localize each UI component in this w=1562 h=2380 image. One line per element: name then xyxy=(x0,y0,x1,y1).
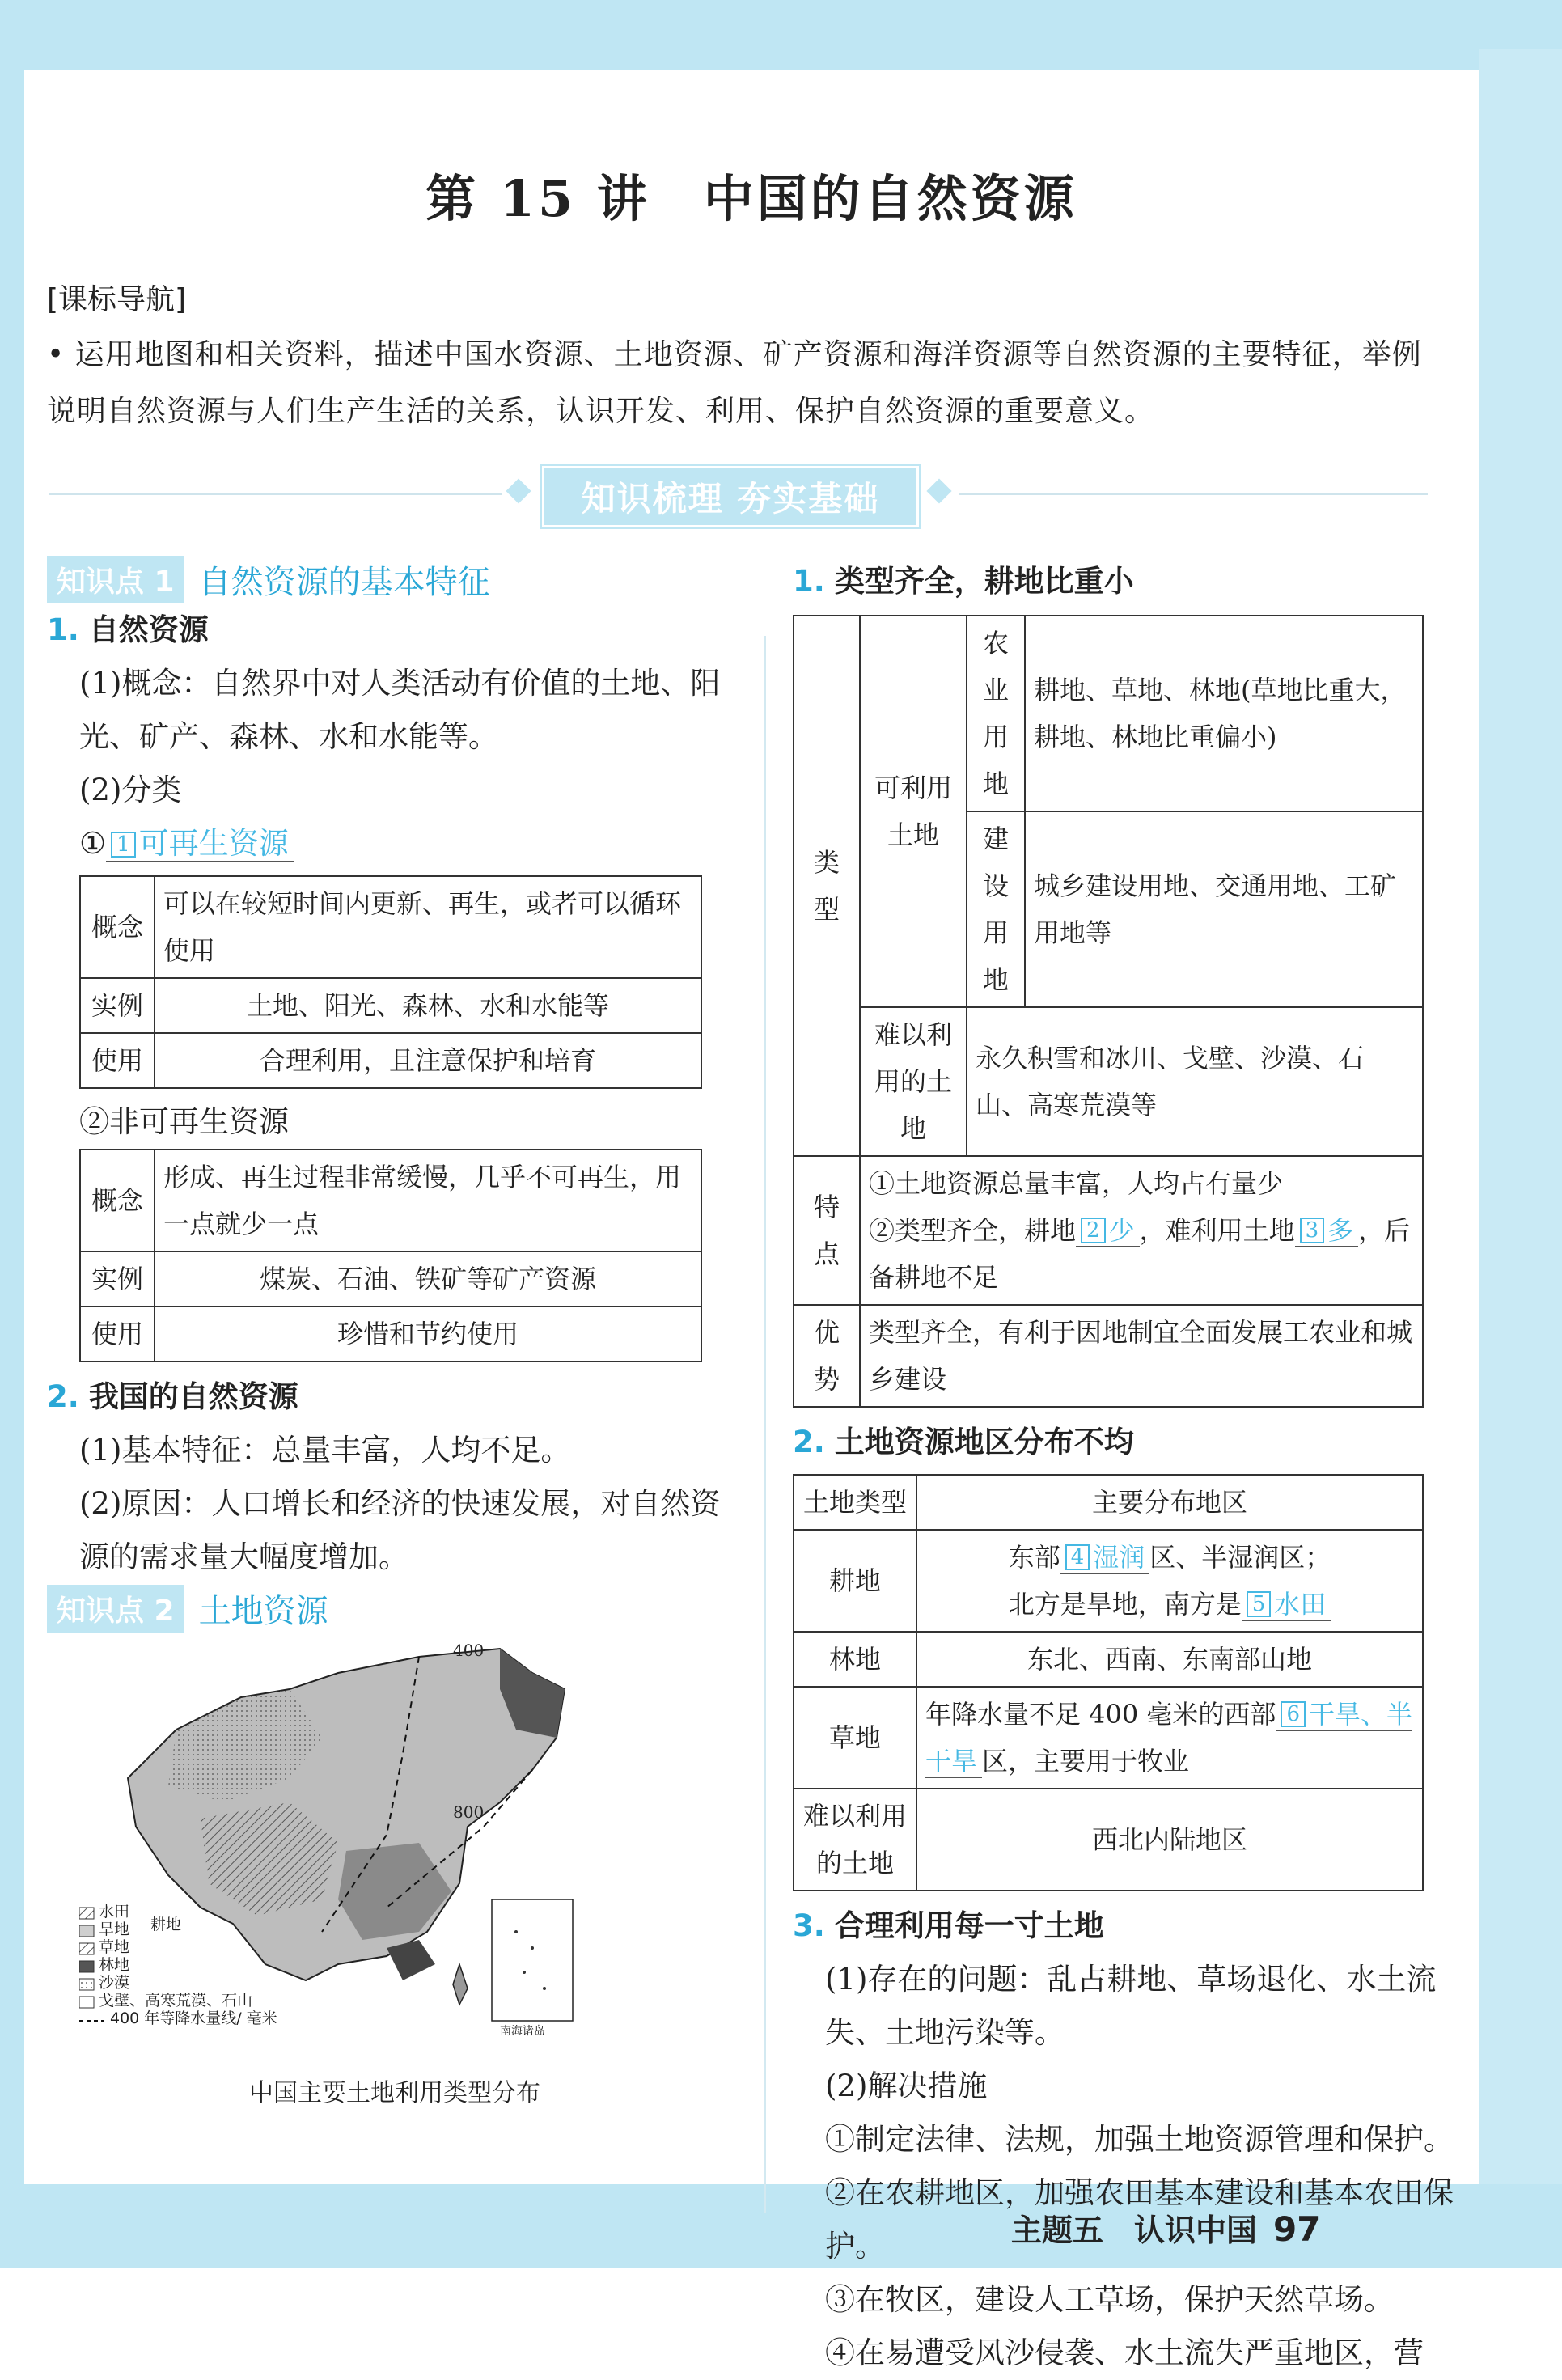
sub-heading: ① 1 可再生资源 xyxy=(47,817,726,870)
china-land-use-map xyxy=(79,1641,710,2069)
sub-heading: ②非可再生资源 xyxy=(79,1104,289,1139)
paragraph: (2)原因：人口增长和经济的快速发展，对自然资源的需求量大幅度增加。 xyxy=(79,1486,721,1574)
section-heading: 1. 自然资源 xyxy=(47,612,209,647)
paragraph: (2)分类 xyxy=(79,773,182,807)
banner-line-right xyxy=(959,493,1428,495)
nav-label: [课标导航] xyxy=(47,283,187,316)
section-heading: 2. 我国的自然资源 xyxy=(47,1379,298,1414)
section-heading: 1. 类型齐全，耕地比重小 xyxy=(793,564,1134,599)
land-type-table: 类型 可利用土地 农业用地 耕地、草地、林地(草地比重大，耕地、林地比重偏小) 建设用地 城乡建设用地、交通用地、工矿用地等 难以利用的土地 永久积雪和冰川、戈壁、沙漠、石山、高寒荒漠等 特点 ①土地资源总量丰富，人均占有量少 ②类型齐全，耕地 2 少 ，难利用土地 3 多 ，后备耕地不足 优势 类型齐全，有利于因地制宜全面发展工农业和城乡建设 xyxy=(793,615,1424,1408)
map-caption: 中国主要土地利用类型分布 xyxy=(249,2079,540,2107)
kp-title: 土地资源 xyxy=(198,1592,328,1630)
paragraph: (1)存在的问题：乱占耕地、草场退化、水土流失、土地污染等。 xyxy=(825,1962,1437,2050)
knowledge-point-2 xyxy=(47,1584,726,1633)
paragraph: ①制定法律、法规，加强土地资源管理和保护。 xyxy=(825,2122,1454,2157)
column-divider xyxy=(764,636,766,2213)
page-number: 97 xyxy=(1273,2209,1321,2249)
answer-blank: 1 可再生资源 xyxy=(106,826,294,862)
right-column xyxy=(793,555,1456,2380)
map-label-400: 400 xyxy=(453,1641,485,1660)
page-footer xyxy=(1011,2205,1320,2250)
kp-title: 自然资源的基本特征 xyxy=(198,563,490,601)
paragraph: ④在易遭受风沙侵袭、水土流失严重地区，营 xyxy=(825,2336,1424,2370)
banner-text: 知识梳理 夯实基础 xyxy=(542,466,919,527)
taiwan-shape xyxy=(453,1964,468,2005)
section-banner xyxy=(24,458,1479,531)
section-heading: 2. 土地资源地区分布不均 xyxy=(793,1425,1134,1459)
paragraph: ②在农耕地区，加强农田基本建设和基本农田保护。 xyxy=(825,2175,1454,2264)
left-column xyxy=(47,555,726,2108)
banner-line-left xyxy=(49,493,502,495)
right-band xyxy=(1479,49,1562,2200)
intro-text: • 运用地图和相关资料，描述中国水资源、土地资源、矿产资源和海洋资源等自然资源的主要特征，举例说明自然资源与人们生产生活的关系，认识开发、利用、保护自然资源的重要意义。 xyxy=(47,338,1422,428)
nonrenewable-table: 概念 形成、再生过程非常缓慢，几乎不可再生，用一点就少一点 实例 煤炭、石油、铁矿等矿产资源 使用 珍惜和节约使用 xyxy=(79,1149,702,1362)
answer-blank: 5 水田 xyxy=(1242,1589,1331,1621)
renewable-table: 概念 可以在较短时间内更新、再生，或者可以循环使用 实例 土地、阳光、森林、水和水能等 使用 合理利用，且注意保护和培育 xyxy=(79,875,702,1089)
map-label-800: 800 xyxy=(453,1802,485,1822)
inset-label: 南海诸岛 xyxy=(500,2025,545,2038)
kp-tag: 知识点 1 xyxy=(47,556,184,603)
land-distribution-table: 土地类型 主要分布地区 耕地 东部 4 湿润 区、半湿润区； 北方是旱地，南方是 5 水田 林地 东北、西南、东南部山地 草地 年降水量不足 400 毫米的西部 6 干旱、半干旱 区，主要用于牧业 难以利用的土地 西北内陆地区 xyxy=(793,1474,1424,1891)
legend-group-label: 耕地 xyxy=(150,1916,182,1933)
map-legend: 水田 旱地 草地 林地 沙漠 戈壁、高寒荒漠、石山 400 年等降水量线/ 毫米 xyxy=(99,1903,277,2027)
paragraph: (1)概念：自然界中对人类活动有价值的土地、阳光、矿产、森林、水和水能等。 xyxy=(79,666,721,754)
section-heading: 3. 合理利用每一寸土地 xyxy=(793,1908,1104,1943)
answer-blank: 6 干旱、半干旱 xyxy=(925,1699,1412,1777)
footer-theme: 主题五 认识中国 xyxy=(1011,2213,1258,2248)
page-title: 第 15 讲 中国的自然资源 xyxy=(425,169,1077,228)
answer-blank: 4 湿润 xyxy=(1060,1542,1150,1574)
inset-frame xyxy=(492,1899,573,2021)
page xyxy=(24,70,1479,2370)
paragraph: (2)解决措施 xyxy=(825,2069,988,2103)
top-band xyxy=(0,0,1562,70)
paragraph: (1)基本特征：总量丰富，人均不足。 xyxy=(79,1433,571,1467)
answer-blank: 2 少 xyxy=(1076,1215,1140,1247)
paragraph: ③在牧区，建设人工草场，保护天然草场。 xyxy=(825,2282,1394,2317)
answer-blank: 3 多 xyxy=(1295,1215,1359,1247)
diamond-icon xyxy=(506,478,531,503)
left-band xyxy=(0,0,24,2268)
kp-tag: 知识点 2 xyxy=(47,1585,184,1633)
knowledge-point-1 xyxy=(47,555,726,603)
diamond-icon xyxy=(926,478,951,503)
